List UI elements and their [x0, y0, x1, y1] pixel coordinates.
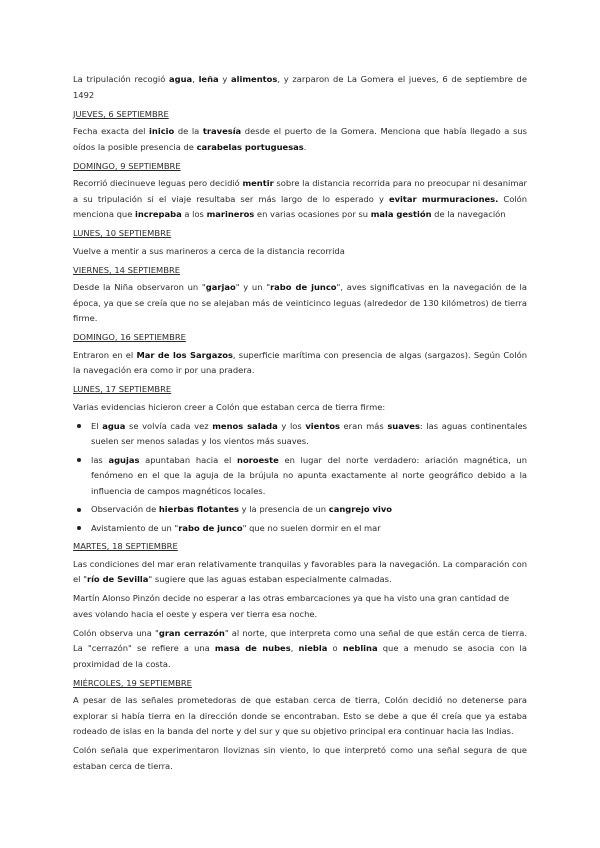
date-heading-martes-18: MARTES, 18 SEPTIEMBRE	[73, 541, 178, 551]
date-heading-lunes-17: LUNES, 17 SEPTIEMBRE	[73, 384, 172, 394]
paragraph-lunes-17-intro: Varias evidencias hicieron creer a Colón que estaban cerca de tierra firme:	[73, 401, 386, 412]
list-item: las agujas apuntaban hacia el noroeste en lugar del norte verdadero: ariación magnética, un fenómeno en el que la aguja de la brújula no apunta exactamente al norte geográfico debido a la influencia de campos magnéticos locales.	[73, 453, 527, 500]
intro-paragraph: La tripulación recogió agua, leña y alimentos, y zarparon de La Gomera el jueves, 6 de septiembre de 1492	[73, 74, 527, 100]
date-heading-domingo-9: DOMINGO, 9 SEPTIEMBRE	[73, 160, 181, 171]
paragraph-martes-18-3: Colón observa una "gran cerrazón" al norte, que interpreta como una señal de que están cerca de tierra. La "cerrazón" se refiere a una masa de nubes, niebla o neblina que a menudo se asocia con la proximidad de la costa.	[73, 627, 527, 669]
paragraph-miercoles-19-2: Colón señala que experimentaron lloviznas sin viento, lo que interpretó como una señal segura de que estaban cerca de tierra.	[73, 745, 527, 771]
list-item: Observación de hierbas flotantes y la presencia de un cangrejo vivo	[73, 502, 527, 518]
list-item: El agua se volvía cada vez menos salada y los vientos eran más suaves: las aguas continentales suelen ser menos saladas y los vientos más suaves.	[73, 419, 527, 450]
date-heading-jueves-6: JUEVES, 6 SEPTIEMBRE	[73, 108, 169, 119]
paragraph-domingo-16: Entraron en el Mar de los Sargazos, superficie marítima con presencia de algas (sargazos). Según Colón la navegación era como ir por una pradera.	[73, 349, 527, 375]
paragraph-jueves-6: Fecha exacta del inicio de la travesía desde el puerto de la Gomera. Menciona que había llegado a sus oídos la posible presencia de carabelas portuguesas.	[73, 126, 527, 152]
paragraph-martes-18-1: Las condiciones del mar eran relativamente tranquilas y favorables para la navegación. La comparación con el "río de Sevilla" sugiere que las aguas estaban especialmente calmadas.	[73, 558, 527, 584]
date-heading-miercoles-19: MIÉRCOLES, 19 SEPTIEMBRE	[73, 677, 192, 688]
date-heading-domingo-16: DOMINGO, 16 SEPTIEMBRE	[73, 332, 186, 342]
document-page	[73, 72, 527, 778]
list-item: Avistamiento de un "rabo de junco" que no suelen dormir en el mar	[73, 521, 527, 537]
paragraph-domingo-9: Recorrió diecinueve leguas pero decidió mentir sobre la distancia recorrida para no preocupar ni desanimar a su tripulación si el viaje resultaba ser más largo de lo esperado y evitar murmuraciones. Colón menciona que increpaba a los marineros en varias ocasiones por su mala gestión de la navegación	[73, 178, 528, 219]
paragraph-martes-18-2: Martín Alonso Pinzón decide no esperar a las otras embarcaciones ya que ha visto una gran cantidad de aves volando hacia el oeste y espera ver tierra esa noche.	[73, 593, 510, 619]
paragraph-lunes-10: Vuelve a mentir a sus marineros a cerca de la distancia recorrida	[73, 245, 345, 256]
evidence-list	[73, 419, 527, 537]
date-heading-lunes-10: LUNES, 10 SEPTIEMBRE	[73, 228, 172, 238]
paragraph-miercoles-19-1: A pesar de las señales prometedoras de que estaban cerca de tierra, Colón decidió no detenerse para explorar si había tierra en la dirección donde se encontraban. Esto se debe a que él creía que ya estaba rodeado de islas en la banda del norte y del sur y que su objetivo principal era continuar hacia las Indias.	[73, 695, 527, 736]
paragraph-viernes-14: Desde la Niña observaron un "garjao" y un "rabo de junco", aves significativas en la navegación de la época, ya que se creía que no se alejaban más de veinticinco leguas (alrededor de 130 kilómetros) de tierra firme.	[73, 282, 527, 323]
date-heading-viernes-14: VIERNES, 14 SEPTIEMBRE	[73, 264, 181, 275]
